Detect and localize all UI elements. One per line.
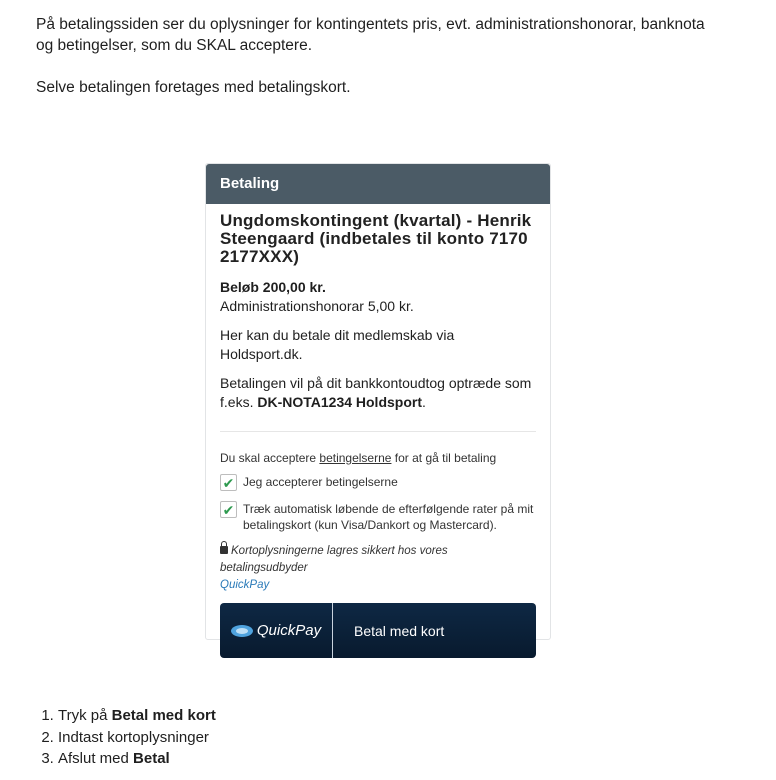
pay-with-card-button[interactable] [220, 603, 536, 658]
quickpay-brand-text: QuickPay [256, 622, 322, 639]
quickpay-logo-icon [231, 625, 253, 637]
accept-suffix: for at gå til betaling [394, 451, 497, 465]
step-3-prefix: Afslut med [58, 750, 129, 767]
membership-text: Her kan du betale dit medlemskab via Holdsport.dk. [220, 327, 455, 362]
step-2-prefix: Indtast kortoplysninger [58, 728, 209, 746]
step-1-prefix: Tryk på [58, 707, 108, 724]
step-1-bold: Betal med kort [111, 707, 216, 724]
payment-amount: Beløb 200,00 kr. [220, 279, 326, 295]
accept-terms-text [220, 451, 536, 465]
accept-terms-row[interactable] [220, 474, 536, 491]
statement-example: DK-NOTA1234 Holdsport [257, 394, 423, 410]
payment-card [205, 163, 551, 640]
terms-link[interactable]: betingelserne [319, 451, 392, 465]
secure-text: Kortoplysningerne lagres sikkert hos vores betalingsudbyder [220, 545, 448, 574]
secure-storage-note [220, 543, 536, 594]
accept-terms-checkbox[interactable]: ✔ [220, 474, 237, 491]
intro-text [36, 14, 726, 119]
intro-paragraph-1: På betalingssiden ser du oplysninger for kontingentets pris, evt. administrationshonorar, banknota og betingelser, som du SKAL acceptere. [36, 16, 705, 54]
payment-steps [36, 705, 216, 770]
admin-fee: Administrationshonorar 5,00 kr. [220, 298, 414, 314]
statement-prefix: Betalingen vil på dit bankkontoudtog optræde som f.eks. [220, 375, 532, 410]
step-item [58, 705, 216, 727]
auto-charge-checkbox[interactable]: ✔ [220, 501, 237, 518]
auto-charge-label: Træk automatisk løbende de efterfølgende rater på mit betalingskort (kun Visa/Dankort og Mastercard). [243, 502, 534, 532]
payment-title: Ungdomskontingent (kvartal) - Henrik Steengaard (indbetales til konto 7170 2177XXX) [220, 211, 532, 266]
accept-terms-label: Jeg accepterer betingelserne [243, 475, 398, 489]
quickpay-link[interactable]: QuickPay [220, 579, 270, 591]
quickpay-brand [220, 603, 333, 658]
step-item [58, 748, 216, 770]
auto-charge-row[interactable] [220, 501, 536, 533]
step-item [58, 727, 216, 749]
accept-prefix: Du skal acceptere [220, 451, 317, 465]
lock-icon [220, 546, 228, 554]
statement-suffix: . [422, 394, 426, 410]
pay-with-card-label: Betal med kort [354, 622, 445, 639]
statement-text [220, 374, 536, 412]
payment-card-header: Betaling [206, 164, 550, 204]
card-divider [220, 431, 536, 432]
intro-paragraph-2: Selve betalingen foretages med betalingskort. [36, 79, 351, 96]
payment-card-body [206, 204, 550, 658]
step-3-bold: Betal [133, 750, 170, 767]
